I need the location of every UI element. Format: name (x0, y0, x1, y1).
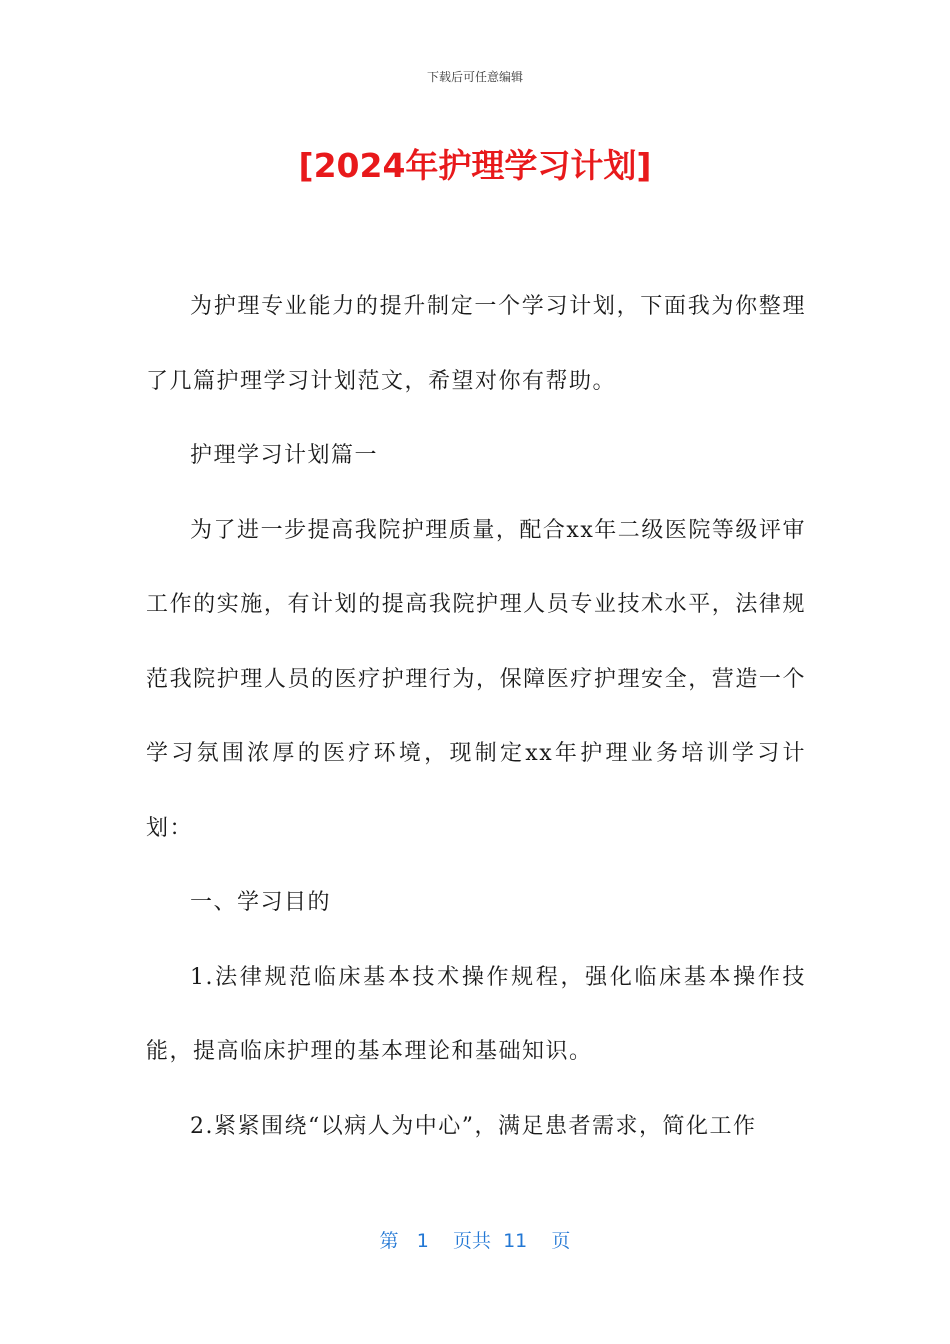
section-heading-part-one: 护理学习计划篇一 (190, 443, 379, 468)
paragraph-item-2: 2.紧紧围绕“以病人为中心”，满足患者需求，简化工作 (190, 1113, 757, 1139)
footer-prefix: 第 (379, 1230, 399, 1252)
document-title: [2024年护理学习计划] (298, 146, 652, 185)
section-heading-purpose: 一、学习目的 (190, 890, 332, 915)
paragraph-intro: 为护理专业能力的提升制定一个学习计划，下面我为你整理了几篇护理学习计划范文，希望对你有帮助。 (146, 294, 806, 394)
footer-current-page: 1 (416, 1230, 429, 1252)
footer-middle: 页共 (452, 1230, 491, 1252)
paragraph-plan-description: 为了进一步提高我院护理质量，配合xx年二级医院等级评审工作的实施，有计划的提高我院护理人员专业技术水平，法律规范我院护理人员的医疗护理行为，保障医疗护理安全，营造一个学习氛围浓厚的医疗环境，现制定xx年护理业务培训学习计划： (146, 517, 806, 841)
header-note: 下载后可任意编辑 (426, 70, 523, 84)
footer-suffix: 页 (551, 1230, 571, 1252)
paragraph-item-1: 1.法律规范临床基本技术操作规程，强化临床基本操作技能，提高临床护理的基本理论和基础知识。 (146, 964, 806, 1064)
footer-total-pages: 11 (503, 1230, 528, 1252)
page-footer (0, 1226, 950, 1253)
document-body (146, 270, 806, 1164)
